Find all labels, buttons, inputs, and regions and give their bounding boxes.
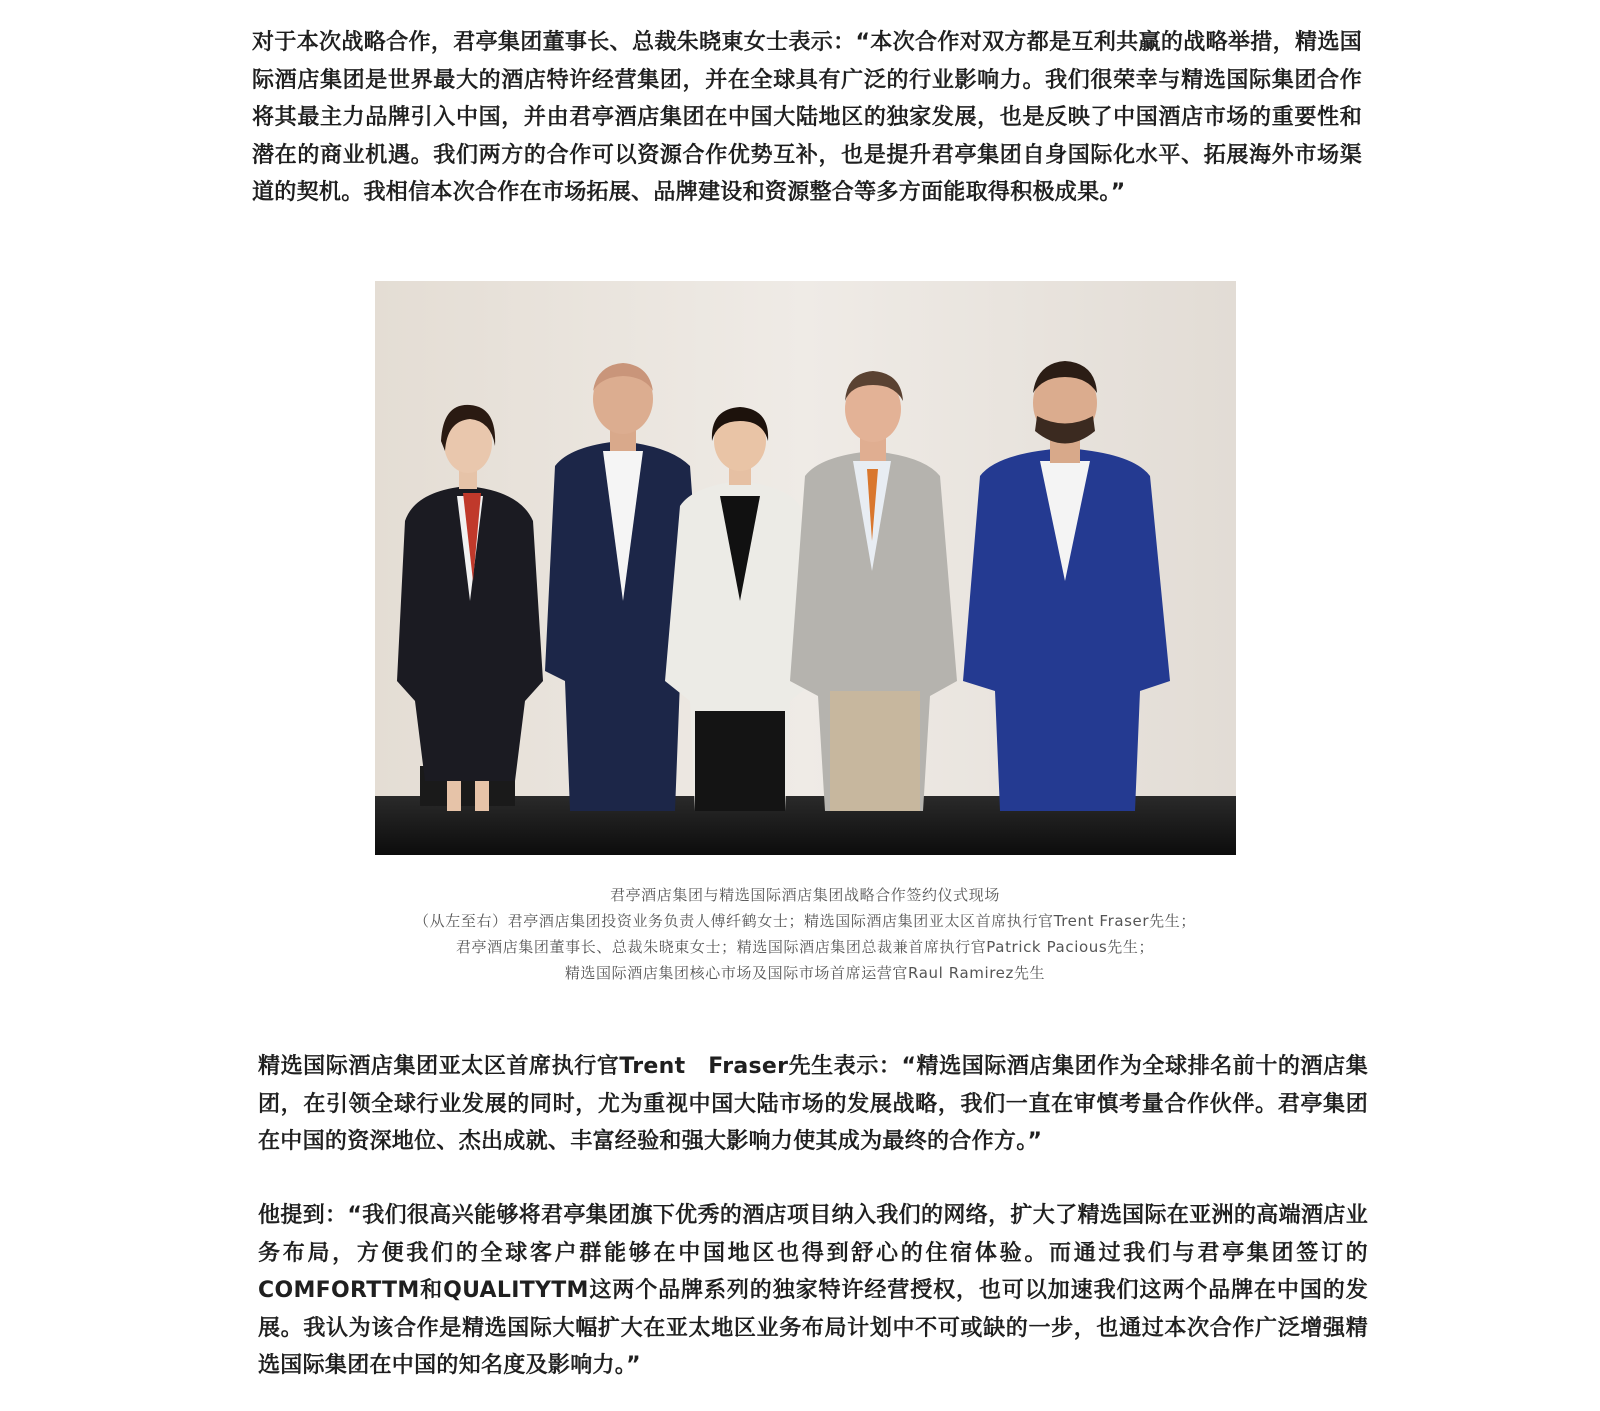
caption-line-1: 君亭酒店集团与精选国际酒店集团战略合作签约仪式现场 <box>609 886 1000 904</box>
caption-line-2: （从左至右）君亭酒店集团投资业务负责人傅纤鹤女士；精选国际酒店集团亚太区首席执行官Trent Fraser先生； <box>414 912 1196 930</box>
paragraph-fraser-continued: 他提到：“我们很高兴能够将君亭集团旗下优秀的酒店项目纳入我们的网络，扩大了精选国际在亚洲的高端酒店业务布局，方便我们的全球客户群能够在中国地区也得到舒心的住宿体验。而通过我们与君亭集团签订的COMFORTTM和QUALITYTM这两个品牌系列的独家特许经营授权，也可以加速我们这两个品牌在中国的发展。我认为该合作是精选国际大幅扩大在亚太地区业务布局计划中不可或缺的一步，也通过本次合作广泛增强精选国际集团在中国的知名度及影响力。” <box>258 1203 1368 1379</box>
signing-ceremony-photo <box>375 281 1236 855</box>
paragraph-chairwoman-quote: 对于本次战略合作，君亭集团董事长、总裁朱晓東女士表示：“本次合作对双方都是互利共赢的战略举措，精选国际酒店集团是世界最大的酒店特许经营集团，并在全球具有广泛的行业影响力。我们很荣幸与精选国际集团合作将其最主力品牌引入中国，并由君亭酒店集团在中国大陆地区的独家发展，也是反映了中国酒店市场的重要性和潜在的商业机遇。我们两方的合作可以资源合作优势互补，也是提升君亭集团自身国际化水平、拓展海外市场渠道的契机。我相信本次合作在市场拓展、品牌建设和资源整合等多方面能取得积极成果。” <box>252 30 1362 206</box>
caption-line-3: 君亭酒店集团董事长、总裁朱晓東女士；精选国际酒店集团总裁兼首席执行官Patrick Pacious先生； <box>455 938 1155 956</box>
paragraph-trent-fraser-quote: 精选国际酒店集团亚太区首席执行官Trent Fraser先生表示：“精选国际酒店集团作为全球排名前十的酒店集团，在引领全球行业发展的同时，尤为重视中国大陆市场的发展战略，我们一直在审慎考量合作伙伴。君亭集团在中国的资深地位、杰出成就、丰富经验和强大影响力使其成为最终的合作方。” <box>258 1054 1368 1155</box>
caption-line-4: 精选国际酒店集团核心市场及国际市场首席运营官Raul Ramirez先生 <box>564 964 1046 982</box>
photo-caption <box>300 882 1310 986</box>
